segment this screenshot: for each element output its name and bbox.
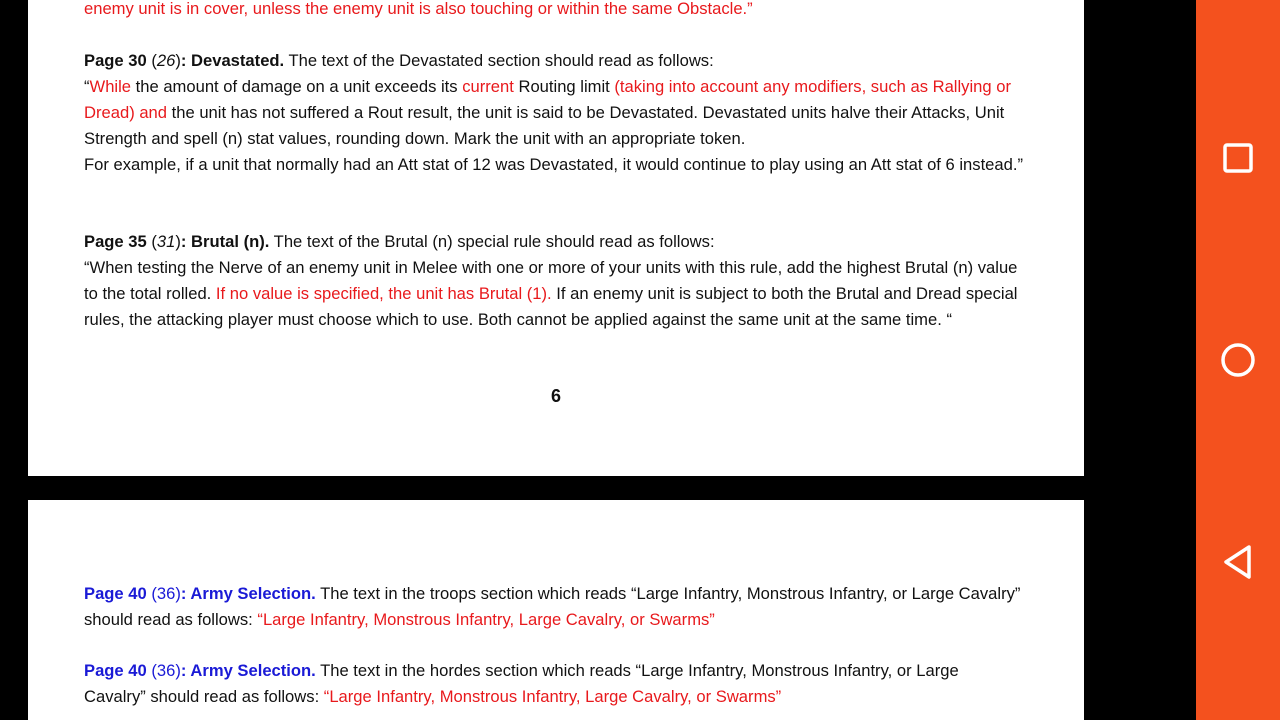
home-circle-icon [1219, 341, 1257, 379]
army-selection-troops-entry [84, 581, 1024, 633]
document-page-7 [28, 500, 1084, 720]
entry-orig-page: 31 [156, 232, 176, 251]
entry-title: : Army Selection. [180, 584, 316, 603]
army-selection-hordes-entry [84, 658, 1024, 710]
recents-square-icon [1221, 141, 1255, 175]
rule-example: For example, if a unit that normally had an Att stat of 12 was Devastated, it would continue to play using an Att stat of 6 instead.” [84, 155, 1023, 174]
entry-title: : Army Selection. [180, 661, 316, 680]
document-page-6 [28, 0, 1084, 476]
entry-page-ref: Page 40 [84, 584, 147, 603]
rule-text: the unit has not suffered a Rout result, the unit is said to be Devastated. Devastated units halve their Attacks, Unit Strength and spell (n) stat values, rounding down. Mark the unit with an appropriate token. [84, 103, 1005, 148]
entry-page-ref: Page 40 [84, 661, 147, 680]
entry-text: The text in the troops section which reads “Large Infantry, Monstrous Infantry, or Large Cavalry” should read as follows: [84, 584, 1021, 629]
rule-text: If an enemy unit is subject to both the Brutal and Dread special rules, the attacking player must choose which to use. Both cannot be applied against the same unit at the same time. “ [84, 284, 1018, 329]
rule-text: the amount of damage on a unit exceeds its [131, 77, 463, 96]
paren-open: ( [146, 51, 157, 70]
rule-text-red: current [462, 77, 514, 96]
back-button[interactable] [1208, 532, 1268, 592]
rule-text: Routing limit [513, 77, 615, 96]
rule-text-red: (taking into account any modifiers, such as Rallying or Dread) and [84, 77, 1011, 122]
paren-close: ) [175, 51, 181, 70]
paren-close: ) [175, 232, 181, 251]
rule-text-red: If no value is specified, the unit has Brutal (1). [215, 284, 552, 303]
rule-text: “When testing the Nerve of an enemy unit in Melee with one or more of your units with this rule, add the highest Brutal (n) value to the total rolled. [84, 258, 1018, 303]
entry-replacement: “Large Infantry, Monstrous Infantry, Large Cavalry, or Swarms” [323, 687, 782, 706]
entry-title: : Brutal (n). [180, 232, 270, 251]
home-button[interactable] [1208, 330, 1268, 390]
entry-orig-page: 26 [156, 51, 176, 70]
quote-open: “ [84, 77, 90, 96]
entry-text: The text in the hordes section which reads “Large Infantry, Monstrous Infantry, or Large Cavalry” should read as follows: [84, 661, 959, 706]
recents-button[interactable] [1208, 128, 1268, 188]
entry-page-ref: Page 30 [84, 51, 147, 70]
entry-orig-page: (36) [146, 584, 181, 603]
entry-intro: The text of the Brutal (n) special rule should read as follows: [269, 232, 715, 251]
entry-intro: The text of the Devastated section should read as follows: [284, 51, 714, 70]
back-triangle-icon [1220, 543, 1256, 581]
entry-page-ref: Page 35 [84, 232, 147, 251]
entry-title: : Devastated. [180, 51, 285, 70]
entry-replacement: “Large Infantry, Monstrous Infantry, Large Cavalry, or Swarms” [257, 610, 715, 629]
brutal-entry [84, 229, 1024, 333]
page-number: 6 [550, 386, 561, 406]
paren-open: ( [146, 232, 157, 251]
devastated-entry [84, 48, 1024, 178]
rule-text-red: While [89, 77, 132, 96]
android-navigation-bar [1196, 0, 1280, 720]
entry-orig-page: (36) [146, 661, 181, 680]
continued-line: enemy unit is in cover, unless the enemy unit is also touching or within the same Obstacle.” [84, 0, 753, 18]
